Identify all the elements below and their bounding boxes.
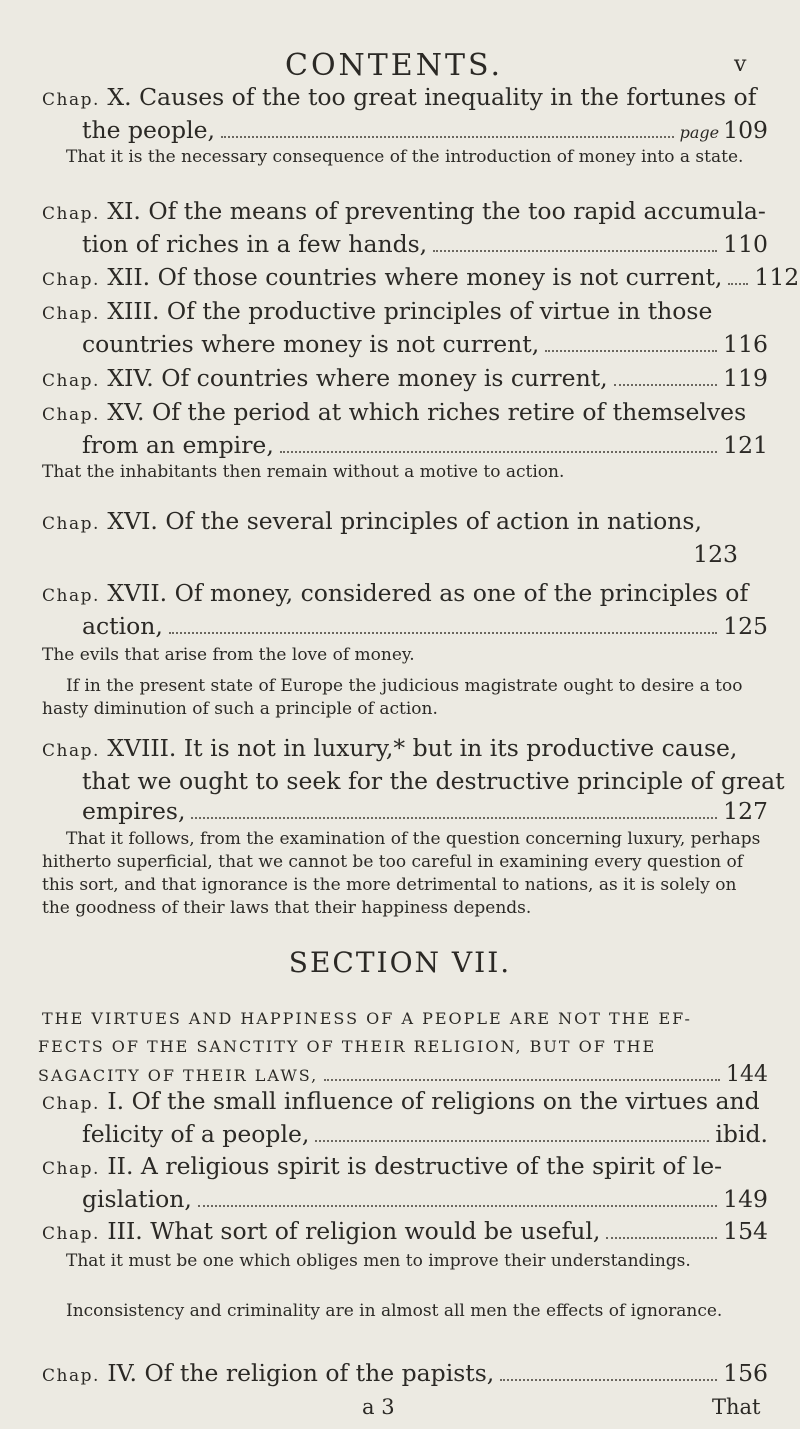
chap-number: IV. <box>107 1359 137 1387</box>
section-title: SECTION VII. <box>288 946 512 979</box>
section-heading-line: FECTS OF THE SANCTITY OF THEIR RELIGION, BUT OF THE <box>38 1037 657 1056</box>
entry-title: It is not in luxury,* but in its productive cause, <box>183 734 738 762</box>
note-text: That the inhabitants then remain without a motive to action. <box>42 462 565 482</box>
chap-number: XI. <box>107 197 141 225</box>
chap-number: XVII. <box>107 579 168 607</box>
note-text: The evils that arise from the love of money. <box>42 645 415 665</box>
chap-label: Chap. <box>42 371 100 391</box>
dot-leader <box>545 350 717 352</box>
chap-label: Chap. <box>42 270 100 290</box>
chap-label: Chap. <box>42 1366 100 1386</box>
chap-number: XVIII. <box>107 734 177 762</box>
entry-title: Of the religion of the papists, <box>144 1359 495 1387</box>
page-numeral: v <box>734 52 747 77</box>
entry-title: What sort of religion would be useful, <box>150 1217 601 1245</box>
dot-leader <box>500 1379 717 1381</box>
page-ref: 127 <box>723 797 768 825</box>
entry-title: Causes of the too great inequality in the fortunes of <box>139 83 757 111</box>
entry-title: Of those countries where money is not current, <box>157 263 723 291</box>
chap-number: XIII. <box>107 297 160 325</box>
entry-title-cont: felicity of a people, <box>82 1120 310 1148</box>
chap-label: Chap. <box>42 1159 100 1179</box>
entry-title: Of money, considered as one of the principles of <box>174 579 749 607</box>
page-prefix: page <box>679 123 720 142</box>
dot-leader <box>221 136 674 138</box>
chap-label: Chap. <box>42 204 100 224</box>
toc-note <box>38 146 768 169</box>
chap-label: Chap. <box>42 304 100 324</box>
chap-number: XIV. <box>107 364 154 392</box>
chap-label: Chap. <box>42 1094 100 1114</box>
toc-entry-chap-i[interactable] <box>38 1086 768 1149</box>
chap-number: II. <box>107 1152 134 1180</box>
chap-label: Chap. <box>42 586 100 606</box>
toc-note <box>38 675 768 721</box>
note-text: Inconsistency and criminality are in almost all men the effects of ignorance. <box>66 1301 723 1321</box>
chap-label: Chap. <box>42 514 100 534</box>
page-ref: 116 <box>723 330 768 358</box>
toc-entry-chap-xv[interactable] <box>38 397 768 460</box>
page-footer <box>0 1395 800 1425</box>
page-ref: 149 <box>723 1185 768 1213</box>
entry-title: Of the means of preventing the too rapid accumula- <box>148 197 766 225</box>
entry-title: Of countries where money is current, <box>161 364 608 392</box>
chap-number: XVI. <box>107 507 158 535</box>
dot-leader <box>315 1140 709 1142</box>
page-ref: 109 <box>723 116 768 144</box>
entry-title: Of the small influence of religions on the virtues and <box>131 1087 760 1115</box>
entry-title-cont: the people, <box>82 116 215 144</box>
toc-entry-chap-xvii[interactable] <box>38 578 768 641</box>
toc-entry-chap-iii[interactable] <box>38 1216 768 1249</box>
toc-entry-chap-xiv[interactable] <box>38 363 768 396</box>
chap-number: X. <box>107 83 132 111</box>
chap-number: III. <box>107 1217 143 1245</box>
chap-number: XV. <box>107 398 145 426</box>
page-ref: 121 <box>723 431 768 459</box>
page-ref: 156 <box>723 1359 768 1387</box>
catchword: That <box>712 1395 761 1419</box>
dot-leader <box>433 250 717 252</box>
dot-leader <box>280 451 717 453</box>
entry-title-cont: that we ought to seek for the destructive principle of great <box>82 767 785 795</box>
entry-title: Of the productive principles of virtue in those <box>166 297 713 325</box>
toc-note <box>38 828 768 920</box>
page-title: CONTENTS. <box>285 48 503 83</box>
note-text: That it must be one which obliges men to improve their understandings. <box>66 1251 691 1271</box>
dot-leader <box>169 632 717 634</box>
chap-label: Chap. <box>42 1224 100 1244</box>
page-ref: 112 <box>754 263 800 291</box>
chap-number: I. <box>107 1087 125 1115</box>
dot-leader <box>191 817 717 819</box>
entry-title-cont: empires, <box>82 797 186 825</box>
toc-entry-chap-x[interactable] <box>38 82 768 148</box>
signature-mark: a 3 <box>362 1395 395 1419</box>
dot-leader <box>324 1079 720 1081</box>
toc-note <box>38 1300 768 1323</box>
toc-note <box>38 644 768 667</box>
dot-leader <box>198 1205 717 1207</box>
toc-entry-chap-xvi[interactable] <box>38 506 768 569</box>
note-text: If in the present state of Europe the judicious magistrate ought to desire a too hasty diminution of such a principle of action. <box>42 676 743 719</box>
page-ref: 123 <box>693 540 738 568</box>
entry-title-cont: tion of riches in a few hands, <box>82 230 428 258</box>
entry-title-cont: action, <box>82 612 163 640</box>
page-ref: ibid. <box>715 1120 768 1148</box>
toc-note <box>38 1250 768 1273</box>
entry-title: Of the several principles of action in nations, <box>165 507 702 535</box>
chap-label: Chap. <box>42 405 100 425</box>
chap-label: Chap. <box>42 741 100 761</box>
page-ref: 119 <box>723 364 768 392</box>
page-ref: 154 <box>723 1217 768 1245</box>
chap-number: XII. <box>107 263 151 291</box>
entry-title: Of the period at which riches retire of themselves <box>151 398 747 426</box>
page-ref: 144 <box>726 1062 768 1087</box>
toc-entry-chap-iv[interactable] <box>38 1358 768 1391</box>
page-ref: 125 <box>723 612 768 640</box>
page-ref: 110 <box>723 230 768 258</box>
section-heading-line: THE VIRTUES AND HAPPINESS OF A PEOPLE ARE NOT THE EF- <box>42 1009 692 1028</box>
entry-title-cont: countries where money is not current, <box>82 330 540 358</box>
toc-entry-chap-xiii[interactable] <box>38 296 768 359</box>
toc-note <box>38 461 768 484</box>
chap-label: Chap. <box>42 90 100 110</box>
section-heading-line: SAGACITY OF THEIR LAWS, <box>38 1066 319 1085</box>
toc-entry-chap-xii[interactable] <box>38 262 800 295</box>
note-text: That it is the necessary consequence of the introduction of money into a state. <box>66 147 744 167</box>
entry-title-cont: from an empire, <box>82 431 274 459</box>
dot-leader <box>606 1237 717 1239</box>
entry-title: A religious spirit is destructive of the spirit of le- <box>140 1152 723 1180</box>
dot-leader <box>614 384 718 386</box>
section-heading[interactable] <box>38 1005 768 1090</box>
toc-entry-chap-xviii[interactable] <box>38 733 785 826</box>
toc-entry-chap-ii[interactable] <box>38 1151 768 1214</box>
note-text: That it follows, from the examination of the question concerning luxury, perhaps hitherto superficial, that we cannot be too careful in examining every question of this sort, and that ignorance is the more detrimental to nations, as it is solely on the goodness of their laws that their happiness depends. <box>42 829 761 918</box>
toc-entry-chap-xi[interactable] <box>38 196 768 259</box>
dot-leader <box>728 283 748 285</box>
entry-title-cont: gislation, <box>82 1185 192 1213</box>
